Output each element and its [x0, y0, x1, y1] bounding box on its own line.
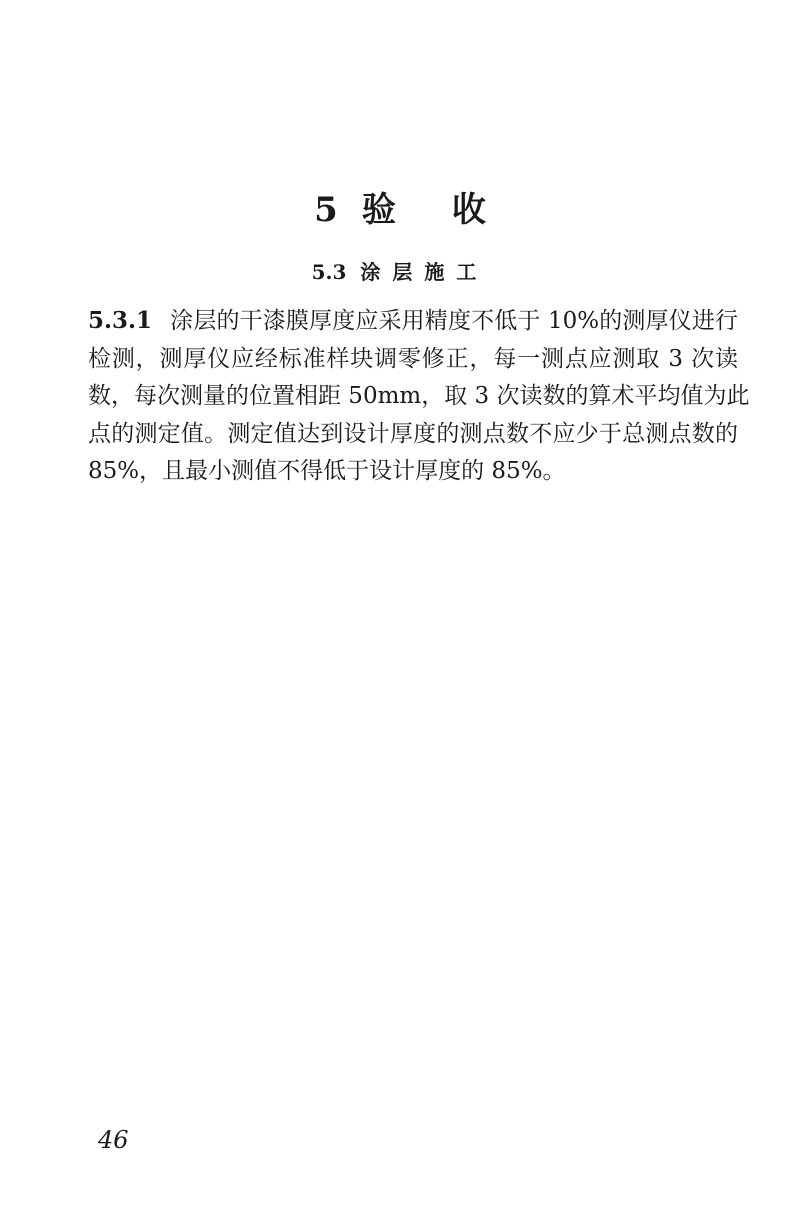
- paragraph-line: 85%，且最小测值不得低于设计厚度的 85%。: [88, 458, 566, 484]
- chapter-heading: [0, 182, 800, 231]
- section-heading: [0, 256, 800, 285]
- chapter-title: 验收: [361, 190, 542, 230]
- clause-paragraph: [88, 302, 750, 491]
- chapter-number: 5: [314, 190, 340, 230]
- paragraph-line: 检测，测厚仪应经标准样块调零修正，每一测点应测取 3 次读: [88, 345, 738, 372]
- section-number: 5.3: [311, 260, 347, 284]
- paragraph-line: [88, 302, 738, 341]
- clause-number: 5.3.1: [88, 307, 153, 334]
- section-title: 涂层施工: [360, 260, 489, 284]
- paragraph-line: 数，每次测量的位置相距 50mm，取 3 次读数的算术平均值为此: [88, 383, 750, 409]
- line-text: 涂层的干漆膜厚度应采用精度不低于 10%的测厚仪进行: [170, 308, 738, 334]
- paragraph-line: 点的测定值。测定值达到设计厚度的测点数不应少于总测点数的: [88, 420, 738, 447]
- page-number: 46: [98, 1126, 129, 1154]
